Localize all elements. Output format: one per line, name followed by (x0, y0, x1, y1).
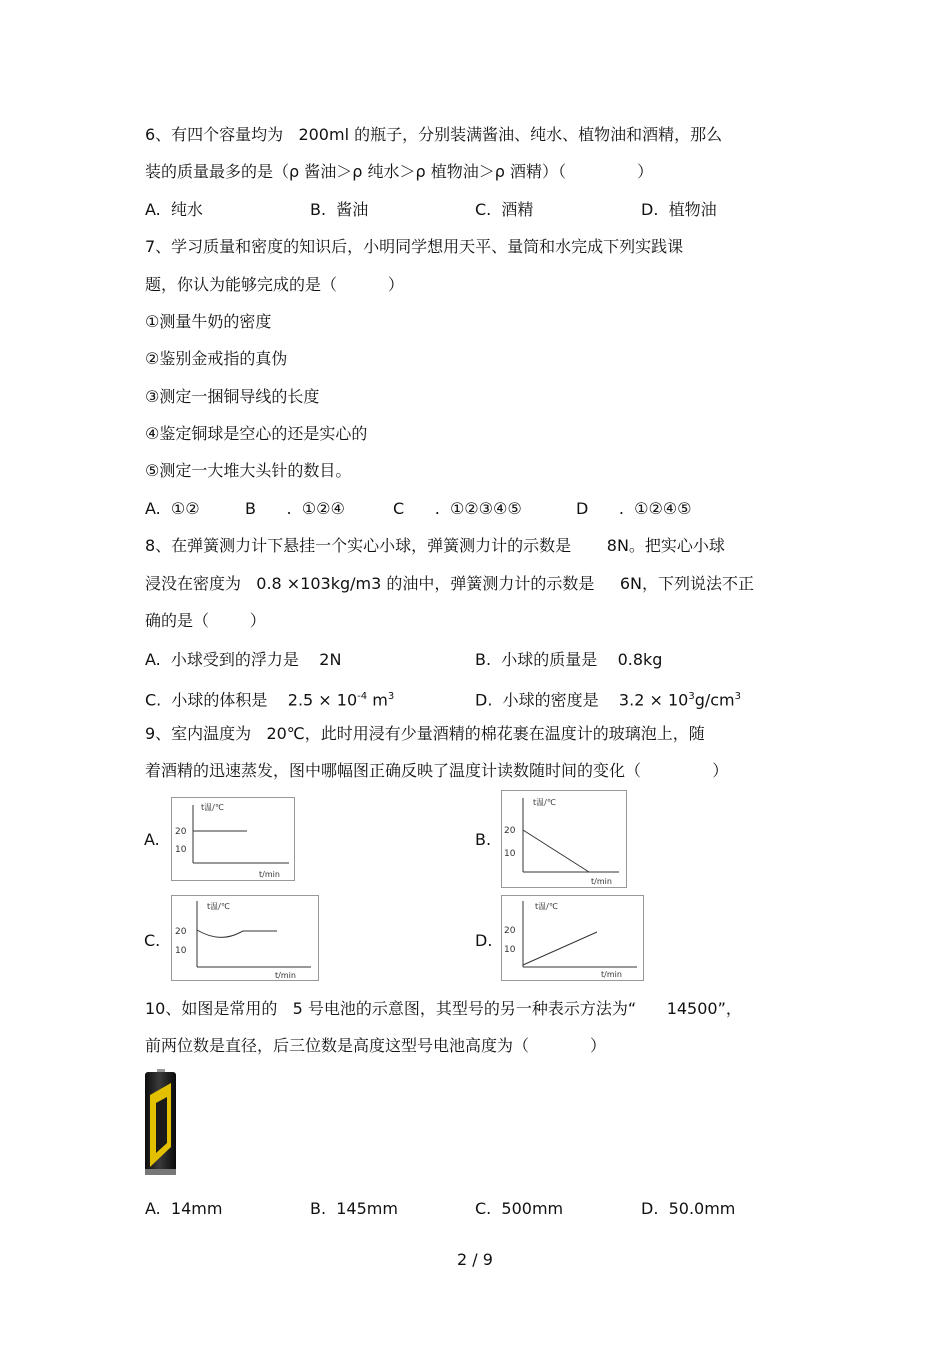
battery-image (144, 1069, 177, 1177)
q9-graph-a-ylabel: t温/℃ (201, 803, 224, 812)
q6-stem-line1: 6、有四个容量均为 200ml 的瓶子，分别装满酱油、纯水、植物油和酒精，那么 (145, 125, 723, 144)
page-number: 2 / 9 (457, 1250, 493, 1269)
q9-graph-d-tick-10: 10 (504, 945, 516, 955)
q7-stem-line1: 7、学习质量和密度的知识后，小明同学想用天平、量筒和水完成下列实践课 (145, 237, 684, 256)
q6-option-d: D. 植物油 (641, 200, 717, 219)
q7-option-c: C . ①②③④⑤ (393, 499, 522, 518)
q8-option-d: D. 小球的密度是 $3.2 \times 10^3g/cm^3$ (475, 690, 741, 710)
q7-item-2: ②鉴别金戒指的真伪 (145, 349, 288, 368)
q6-option-c: C. 酒精 (475, 200, 534, 219)
q7-stem-line2: 题，你认为能够完成的是（ ） (145, 275, 404, 294)
q9-option-c-label: C. (144, 931, 161, 950)
q10-option-c: C. 500mm (475, 1199, 564, 1218)
q7-option-a: A. ①② (145, 499, 200, 518)
q9-graph-a-tick-20: 20 (175, 827, 187, 837)
q9-graph-b-ylabel: t温/℃ (533, 798, 556, 807)
q10-option-b: B. 145mm (310, 1199, 398, 1218)
q10-option-d: D. 50.0mm (641, 1199, 736, 1218)
q9-stem-line2: 着酒精的迅速蒸发，图中哪幅图正确反映了温度计读数随时间的变化（ ） (145, 761, 729, 780)
q7-item-5: ⑤测定一大堆大头针的数目。 (145, 461, 352, 480)
q9-graph-d-tick-20: 20 (504, 926, 516, 936)
q8-option-c: C. 小球的体积是 $2.5 \times 10^{-4}$ $m^3$ (145, 690, 395, 710)
q8-stem-line1: 8、在弹簧测力计下悬挂一个实心小球，弹簧测力计的示数是 8N。把实心小球 (145, 536, 725, 555)
q7-option-b: B . ①②④ (245, 499, 345, 518)
q9-graph-d-ylabel: t温/℃ (535, 902, 558, 911)
q9-graph-b-xlabel: t/min (591, 877, 612, 886)
q8-stem-line2: 浸没在密度为 0.8 ×103kg/m3 的油中，弹簧测力计的示数是 6N，下列说法不正 (145, 574, 754, 593)
q7-item-4: ④鉴定铜球是空心的还是实心的 (145, 424, 368, 443)
q7-option-d: D . ①②④⑤ (576, 499, 692, 518)
q9-option-a-label: A. (144, 830, 160, 849)
q9-graph-c-tick-10: 10 (175, 946, 187, 956)
q9-graph-a-tick-10: 10 (175, 845, 187, 855)
q9-graph-a-xlabel: t/min (259, 870, 280, 879)
q9-graph-c-ylabel: t温/℃ (207, 902, 230, 911)
q6-option-a: A. 纯水 (145, 200, 203, 219)
q10-stem-line1: 10、如图是常用的 5 号电池的示意图，其型号的另一种表示方法为“ 14500”， (145, 999, 742, 1018)
q10-stem-line2: 前两位数是直径，后三位数是高度这型号电池高度为（ ） (145, 1036, 607, 1055)
q9-graph-c-tick-20: 20 (175, 927, 187, 937)
q9-graph-d-xlabel: t/min (601, 970, 622, 979)
q8-option-a: A. 小球受到的浮力是 2N (145, 650, 342, 669)
q9-graph-b (501, 790, 627, 888)
q8-stem-line3: 确的是（ ） (145, 611, 266, 630)
q9-stem-line1: 9、室内温度为 20℃，此时用浸有少量酒精的棉花裹在温度计的玻璃泡上，随 (145, 724, 705, 743)
q9-graph-c (171, 895, 319, 981)
q8-option-b: B. 小球的质量是 0.8kg (475, 650, 663, 669)
q9-graph-b-tick-10: 10 (504, 849, 516, 859)
q6-option-b: B. 酱油 (310, 200, 369, 219)
q9-option-d-label: D. (475, 931, 493, 950)
q7-item-1: ①测量牛奶的密度 (145, 312, 272, 331)
q7-item-3: ③测定一捆铜导线的长度 (145, 387, 320, 406)
q9-graph-b-tick-20: 20 (504, 826, 516, 836)
q9-option-b-label: B. (475, 830, 492, 849)
q6-stem-line2: 装的质量最多的是（ρ 酱油＞ρ 纯水＞ρ 植物油＞ρ 酒精）（ ） (145, 162, 654, 181)
q9-graph-d (501, 895, 644, 981)
q10-option-a: A. 14mm (145, 1199, 223, 1218)
q9-graph-a (171, 797, 295, 881)
q9-graph-c-xlabel: t/min (275, 971, 296, 980)
